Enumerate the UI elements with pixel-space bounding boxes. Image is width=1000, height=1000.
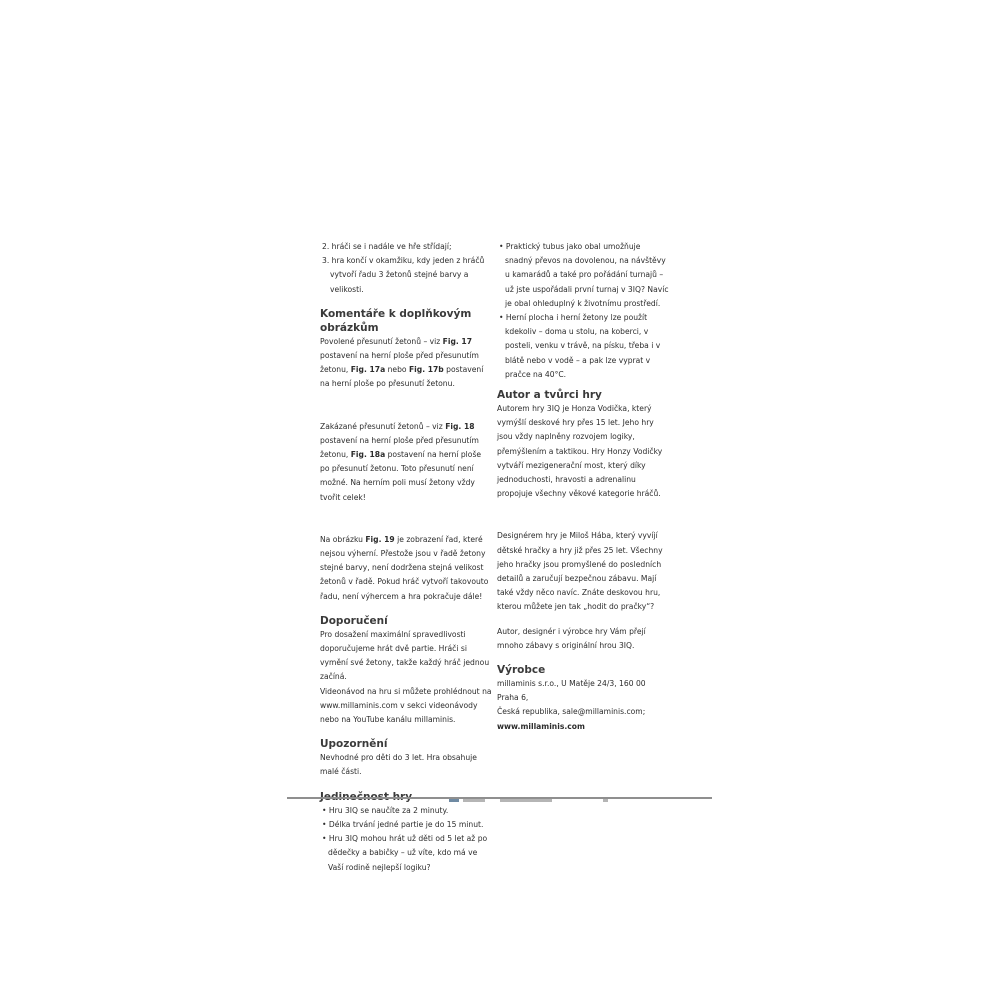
rules-step: 3. hra končí v okamžiku, kdy jeden z hráčů vytvoří řadu 3 žetonů stejné barvy a velikosti. — [322, 256, 485, 294]
comments-heading: Komentáře k doplňkovým obrázkům — [320, 307, 472, 334]
comments-paragraph-rows: Na obrázku Fig. 19 je zobrazení řad, které nejsou výherní. Přestože jsou v řadě žetony stejné barvy, není dodržena stejná velikost žetonů v řadě. Pokud hráč vytvoří takovouto řadu, není výhercem a hra pokračuje dále! — [320, 534, 489, 601]
warning-text: Nevhodné pro děti do 3 let. Hra obsahuje malé části. — [320, 753, 477, 777]
rules-steps-list — [320, 240, 492, 297]
rules-step: 2. hráči se i nadále ve hře střídají; — [322, 242, 452, 251]
recommendation-heading: Doporučení — [320, 614, 388, 627]
left-column — [320, 240, 492, 875]
cropped-text-fragment — [449, 799, 459, 802]
cropped-text-fragment — [500, 799, 552, 802]
authors-heading: Autor a tvůrci hry — [497, 389, 602, 402]
cropped-text-fragment — [603, 799, 608, 802]
wishes-paragraph: Autor, designér i výrobce hry Vám přejí mnoho zábavy s originální hrou 3IQ. — [497, 626, 646, 650]
video-tutorial-paragraph: Videonávod na hru si můžete prohlédnout na www.millaminis.com v sekci videonávody nebo na YouTube kanálu millaminis. — [320, 686, 492, 725]
comments-paragraph-forbidden: Zakázané přesunutí žetonů – viz Fig. 18 postavení na herní ploše před přesunutím žetonu, Fig. 18a postavení na herní ploše po přesunutí žetonu. Toto přesunutí není možné. Na herním poli musí žetony vždy tvořit celek! — [320, 421, 482, 502]
authors-paragraph: Autorem hry 3IQ je Honza Vodička, který vymýšlí deskové hry přes 15 let. Jeho hry jsou vždy naplněny rozvojem logiky, přemýšlením a taktikou. Hry Honzy Vodičky vytváří mezigenerační most, který díky jednoduchosti, hravosti a adrenalinu propojuje všechny věkové kategorie hráčů. — [497, 404, 663, 499]
uniqueness-item: • Délka trvání jedné partie je do 15 minut. — [320, 818, 492, 832]
producer-heading: Výrobce — [497, 664, 546, 677]
cropped-text-fragment — [463, 799, 485, 802]
producer-address: millaminis s.r.o., U Matěje 24/3, 160 00 Praha 6, — [497, 679, 646, 703]
recommendation-paragraph: Pro dosažení maximální spravedlivosti doporučujeme hrát dvě partie. Hráči si vymění své žetony, takže každý hráč jednou začíná. — [320, 629, 490, 682]
features-list — [497, 240, 669, 382]
uniqueness-item: • Hru 3IQ mohou hrát už děti od 5 let až po dědečky a babičky – už víte, kdo má ve Vaší rodině nejlepší logiku? — [320, 832, 492, 875]
warning-heading: Upozornění — [320, 738, 388, 751]
feature-item: • Herní plocha i herní žetony lze použít kdekoliv – doma u stolu, na koberci, v posteli, venku v trávě, na písku, třeba i v blátě nebo v vodě – a pak lze vyprat v pračce na 40°C. — [497, 311, 669, 382]
uniqueness-list — [320, 804, 492, 875]
feature-item: • Praktický tubus jako obal umožňuje snadný převos na dovolenou, na návštěvy u kamarádů a také pro pořádání turnajů – už jste uspořádali první turnaj v 3IQ? Navíc je obal ohleduplný k životnímu prostředí. — [497, 240, 669, 311]
right-column — [497, 240, 669, 734]
designer-paragraph: Designérem hry je Miloš Hába, který vyvíjí dětské hračky a hry již přes 25 let. Všechny jeho hračky jsou promyšlené do posledních detailů a zaručují bezpečnou zábavu. Mají také vždy něco navíc. Znáte deskovou hru, kterou můžete jen tak „hodit do pračky“? — [497, 531, 663, 612]
producer-website: www.millaminis.com — [497, 721, 585, 731]
producer-contact: Česká republika, sale@millaminis.com; — [497, 707, 646, 717]
uniqueness-item: • Hru 3IQ se naučíte za 2 minuty. — [320, 804, 492, 818]
comments-paragraph-allowed: Povolené přesunutí žetonů – viz Fig. 17 postavení na herní ploše před přesunutím žetonu, Fig. 17a nebo Fig. 17b postavení na herní ploše po přesunutí žetonu. — [320, 336, 484, 389]
